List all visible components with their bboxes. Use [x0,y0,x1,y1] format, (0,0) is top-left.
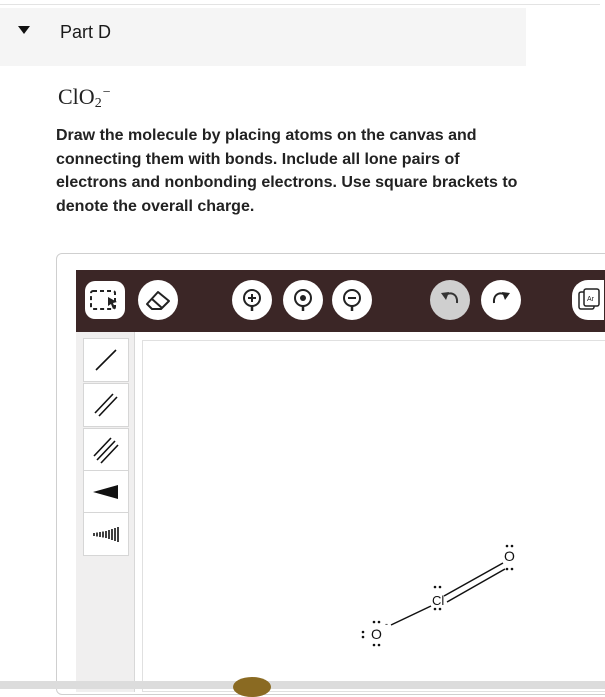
bottom-scroll-bar[interactable] [0,681,605,689]
collapse-caret-icon[interactable] [18,26,30,34]
zoom-reset-button[interactable] [283,280,323,320]
top-divider [0,4,600,5]
formal-charge-label: - [385,619,388,629]
formula-charge: − [102,85,111,100]
select-tool-button[interactable] [85,281,125,319]
double-bond-button[interactable] [83,383,129,427]
atom-chlorine[interactable]: Cl [432,593,445,608]
single-bond[interactable] [391,606,431,625]
templates-button[interactable] [572,280,604,320]
molecule-drawing [143,341,605,691]
part-title: Part D [60,22,112,42]
zoom-reset-icon [290,287,316,313]
dash-bond-icon [90,521,122,547]
triple-bond-icon [91,435,121,465]
redo-button[interactable] [481,280,521,320]
redo-icon [488,287,514,313]
zoom-out-icon [339,287,365,313]
formula-element: ClO [58,84,95,109]
undo-icon [437,287,463,313]
double-bond-icon [91,390,121,420]
template-label: Ar [587,296,594,303]
drawing-canvas[interactable] [142,340,605,692]
single-bond-icon [91,345,121,375]
wedge-bond-button[interactable] [83,470,129,514]
eraser-icon [143,287,173,313]
dash-bond-button[interactable] [83,512,129,556]
double-bond[interactable] [444,563,505,602]
undo-button[interactable] [430,280,470,320]
wedge-bond-icon [90,479,122,505]
formula-subscript: 2 [94,96,102,111]
formula [58,84,111,112]
selection-icon [88,287,122,313]
zoom-in-icon [239,287,265,313]
template-icon [575,287,601,313]
atom-oxygen-right[interactable]: O [504,548,515,564]
triple-bond-button[interactable] [83,428,129,472]
zoom-in-button[interactable] [232,280,272,320]
scroll-knob[interactable] [233,677,271,697]
atom-oxygen-left[interactable]: O [371,626,382,642]
instructions-text: Draw the molecule by placing atoms on the canvas and connecting them with bonds. Include all lone pairs of electrons and nonbonding electrons. Use square brackets to denote the overall charge. [56,127,518,215]
eraser-button[interactable] [138,280,178,320]
zoom-out-button[interactable] [332,280,372,320]
single-bond-button[interactable] [83,338,129,382]
